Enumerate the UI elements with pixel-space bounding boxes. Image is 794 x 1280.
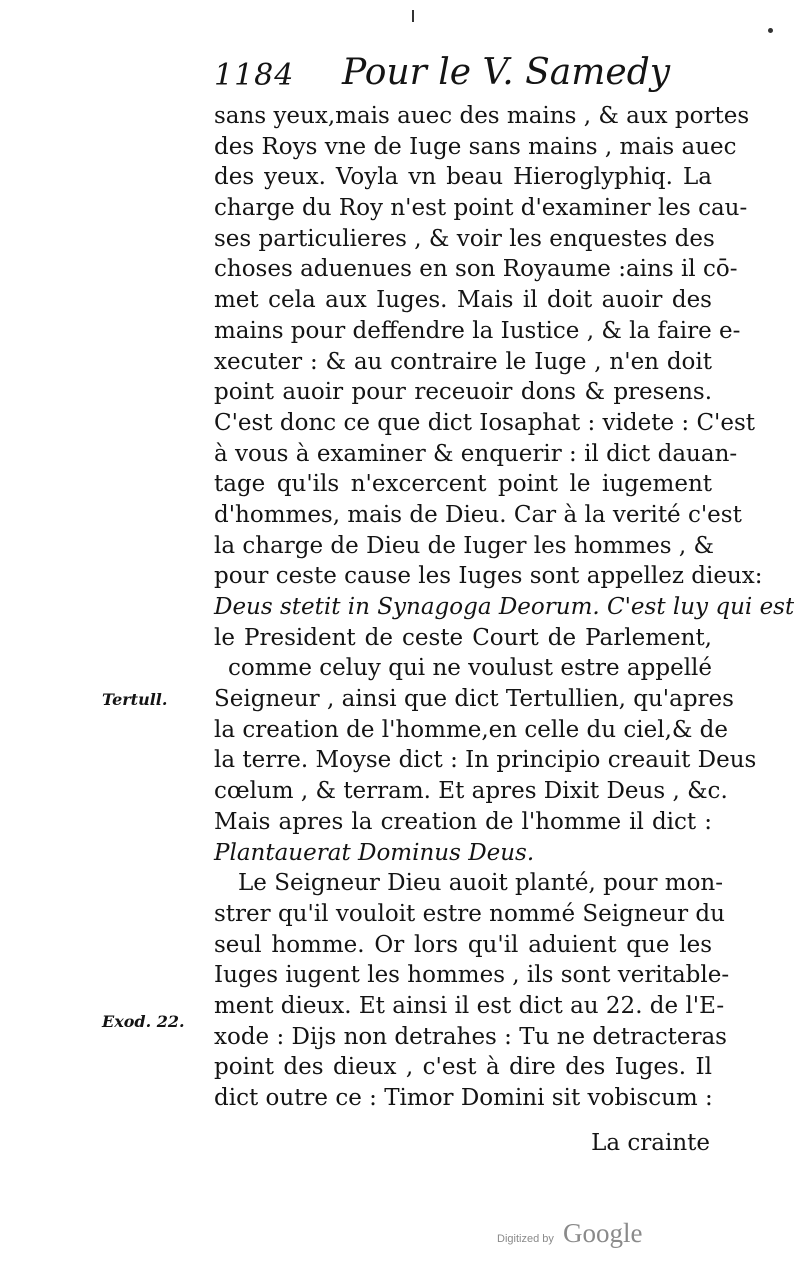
text-line: seul homme. Or lors qu'il aduient que les [214,931,712,958]
text-line: ses particulieres , & voir les enquestes des [214,225,715,252]
text-line: des Roys vne de Iuge sans mains , mais auec [214,133,737,160]
text-line: des yeux. Voyla vn beau Hieroglyphiq. La [214,164,712,191]
text-line: xode : Dijs non detrahes : Tu ne detracteras [214,1023,727,1050]
text-line: à vous à examiner & enquerir : il dict dauan- [214,440,738,467]
text-line: point auoir pour receuoir dons & presens. [214,379,712,406]
text-line: la creation de l'homme,en celle du ciel,& de [214,716,729,743]
text-line: sans yeux,mais auec des mains , & aux portes [214,103,750,129]
watermark-small-text: Digitized by [497,1233,554,1245]
text-line: la charge de Dieu de Iuger les hommes , & [214,532,714,559]
text-line: C'est donc ce que dict Iosaphat : videte : C'est [214,409,756,436]
stray-ink-mark [412,10,414,22]
text-line: Iuges iugent les hommes , ils sont veritable- [214,962,730,989]
catchword: La crainte [591,1130,710,1156]
text-line: charge du Roy n'est point d'examiner les cau- [214,195,748,222]
text-line: cœlum , & terram. Et apres Dixit Deus , &c. [214,778,728,805]
text-line: met cela aux Iuges. Mais il doit auoir des [214,287,712,314]
margin-note-exodus: Exod. 22. [102,1012,185,1031]
text-line: pour ceste cause les Iuges sont appellez dieux: [214,563,763,590]
text-line: Seigneur , ainsi que dict Tertullien, qu'apres [214,686,734,713]
stray-ink-dot [768,28,773,33]
margin-note-tertullian: Tertull. [102,690,168,709]
text-line: comme celuy qui ne voulust estre appellé [228,655,713,682]
body-text [214,101,794,1114]
digitization-watermark [497,1218,642,1249]
text-line: strer qu'il vouloit estre nommé Seigneur du [214,900,725,927]
text-line: Plantauerat Dominus Deus. [214,839,535,866]
text-line: ment dieux. Et ainsi il est dict au 22. de l'E- [214,992,725,1019]
running-title: Pour le V. Samedy [342,52,671,93]
text-line: Deus stetit in Synagoga Deorum. C'est luy qui est [214,594,794,620]
page-number: 1184 [214,58,295,93]
text-line: d'hommes, mais de Dieu. Car à la verité c'est [214,501,742,528]
text-line: point des dieux , c'est à dire des Iuges. Il [214,1054,712,1081]
text-line: xecuter : & au contraire le Iuge , n'en doit [214,348,712,375]
text-line: le President de ceste Court de Parlement, [214,624,712,651]
text-line: la terre. Moyse dict : In principio creauit Deus [214,747,757,774]
text-line: Mais apres la creation de l'homme il dict : [214,808,712,835]
text-line: choses aduenues en son Royaume :ains il cō- [214,256,738,283]
text-line: tage qu'ils n'excercent point le iugement [214,471,712,498]
text-line: mains pour deffendre la Iustice , & la faire e- [214,317,741,344]
text-line: dict outre ce : Timor Domini sit vobiscum : [214,1085,713,1111]
watermark-logo-text: Google [562,1218,643,1248]
page-header [214,52,714,98]
text-line: Le Seigneur Dieu auoit planté, pour mon- [238,870,724,897]
